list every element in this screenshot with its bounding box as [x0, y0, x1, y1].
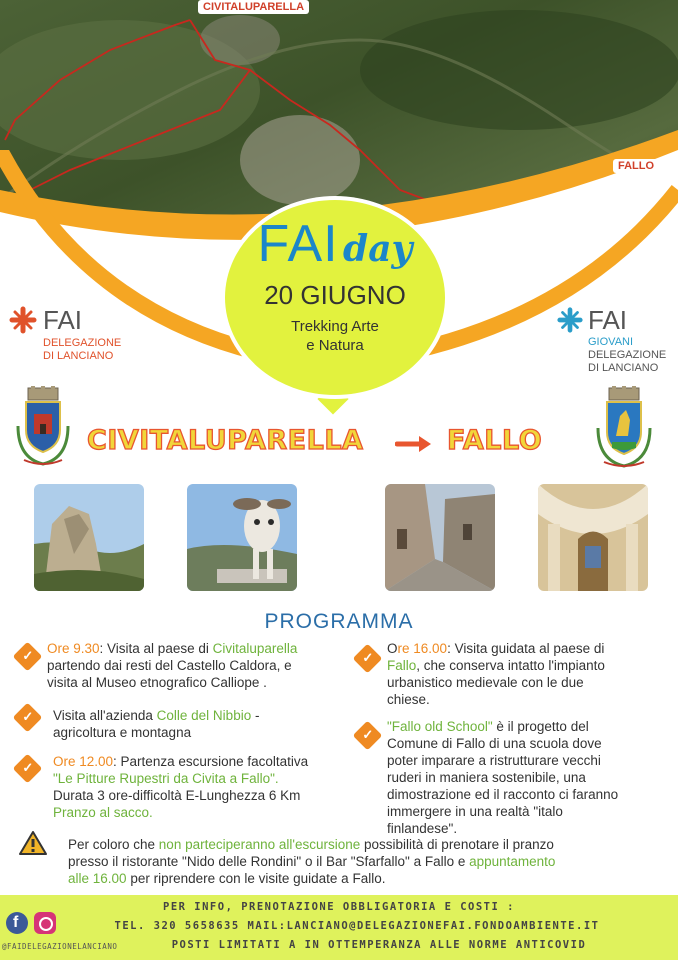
programme-item-old-school: "Fallo old School" è il progetto del Comune di Fallo di una scuola dove poter imparare a ristrutturare vecchi ruderi in maniera sostenibile, una dimostrazione ed il racconto ci faranno immergere in una realtà "italo finlandese".: [387, 719, 619, 836]
programme-item-colle-nibbio: Visita all'azienda Colle del Nibbio - agricoltura e montagna: [53, 708, 260, 740]
programme-item-fallo: Ore 16.00: Visita guidata al paese di Fallo, che conserva intatto l'impianto urbanistico medievale con le due chiese.: [387, 641, 605, 707]
goat-photo: [187, 484, 297, 591]
fai-knot-icon: [556, 306, 584, 334]
facebook-icon[interactable]: f: [6, 912, 28, 934]
medieval-street-photo: [385, 484, 495, 591]
fai-logo-right-name: FAI: [588, 305, 628, 335]
badge-day: day: [343, 228, 413, 270]
castle-ruins-photo: [34, 484, 144, 591]
check-icon: ✓: [13, 703, 43, 733]
programme-item-civitaluparella: Ore 9.30: Visita al paese di Civitaluparella partendo dai resti del Castello Caldora, e visita al Museo etnografico Calliope .: [47, 641, 298, 690]
check-icon: ✓: [13, 754, 43, 784]
fai-logo-left-line1: DELEGAZIONE: [43, 337, 122, 349]
fai-logo-right-line3: DI LANCIANO: [588, 362, 659, 374]
badge-date: 20 GIUGNO: [264, 280, 406, 310]
footer: [0, 895, 678, 960]
programme-item-excursion: Ore 12.00: Partenza escursione facoltativa "Le Pitture Rupestri da Civita a Fallo". Durata 3 ore-difficoltà E-Lunghezza 6 Km Pranzo al sacco.: [53, 754, 309, 820]
map-label-start: CIVITALUPARELLA: [198, 0, 309, 14]
route-to: FALLO: [447, 425, 543, 456]
civitaluparella-coat-of-arms: [14, 386, 72, 468]
instagram-icon[interactable]: [34, 912, 56, 934]
programme-title: PROGRAMMA: [264, 610, 414, 633]
fai-logo-left-name: FAI: [43, 305, 83, 335]
footer-notice: POSTI LIMITATI A IN OTTEMPERANZA ALLE NORME ANTICOVID: [171, 939, 587, 951]
lunch-notice: Per coloro che non parteciperanno all'escursione possibilità di prenotare il pranzo presso il ristorante "Nido delle Rondini" o il Bar "Sfarfallo" a Fallo e appuntamento alle 16.00 per riprendere con le visite guidate a Fallo.: [68, 837, 556, 886]
badge-subtitle-1: Trekking Arte: [291, 318, 379, 335]
route-from: CIVITALUPARELLA: [87, 425, 364, 456]
badge-subtitle-2: e Natura: [306, 337, 364, 354]
fai-day-badge: [225, 200, 445, 395]
check-icon: ✓: [353, 721, 383, 751]
check-icon: ✓: [353, 644, 383, 674]
fai-logo-left-line2: DI LANCIANO: [43, 350, 114, 362]
badge-fai: FAI: [257, 215, 339, 273]
church-interior-photo: [538, 484, 648, 591]
map-label-end: FALLO: [613, 159, 659, 173]
fai-knot-icon: [8, 305, 38, 335]
check-icon: ✓: [13, 642, 43, 672]
footer-info-title: PER INFO, PRENOTAZIONE OBBLIGATORIA E COSTI :: [163, 901, 515, 913]
arrow-right-icon: [395, 433, 435, 455]
warning-icon: [18, 830, 48, 856]
fallo-coat-of-arms: [592, 386, 656, 470]
fai-logo-right-line1: GIOVANI: [588, 336, 634, 348]
footer-contact: TEL. 320 5658635 MAIL:LANCIANO@DELEGAZIONEFAI.FONDOAMBIENTE.IT: [114, 920, 600, 932]
fai-logo-right-line2: DELEGAZIONE: [588, 349, 667, 361]
social-handle[interactable]: @FAIDELEGAZIONELANCIANO: [2, 942, 118, 951]
